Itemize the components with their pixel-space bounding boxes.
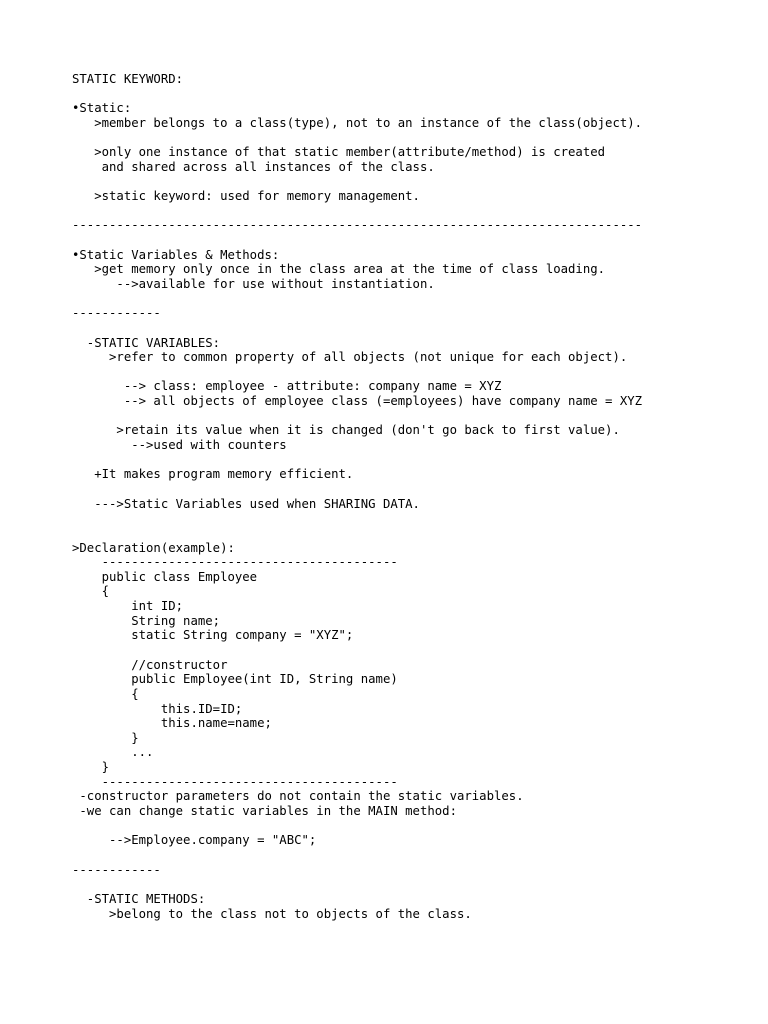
blank-line <box>72 877 752 892</box>
blank-line <box>72 292 752 307</box>
code-line: -->Employee.company = "ABC"; <box>72 833 317 848</box>
code-divider: ---------------------------------------- <box>72 774 398 789</box>
blank-line <box>72 482 752 497</box>
text-line: -->used with counters <box>72 438 287 453</box>
blank-line <box>72 819 752 834</box>
blank-line <box>72 321 752 336</box>
blank-line <box>72 643 752 658</box>
divider-line: ------------ <box>72 862 161 877</box>
text-line: --->Static Variables used when SHARING DATA. <box>72 496 420 511</box>
subsection-heading-static-variables: -STATIC VARIABLES: <box>72 335 221 350</box>
blank-line <box>72 453 752 468</box>
blank-line <box>72 409 752 424</box>
code-line: } <box>72 760 110 775</box>
text-line: --> all objects of employee class (=employees) have company name = XYZ <box>72 394 643 409</box>
divider-line: ------------ <box>72 306 161 321</box>
text-line: >refer to common property of all objects (not unique for each object). <box>72 350 628 365</box>
code-line: static String company = "XYZ"; <box>72 628 354 643</box>
blank-line <box>72 511 752 526</box>
divider-line: ----------------------------------------------------------------------------- <box>72 218 643 233</box>
code-line: String name; <box>72 613 221 628</box>
code-line: //constructor <box>72 657 228 672</box>
code-line: { <box>72 686 139 701</box>
code-line: ... <box>72 745 154 760</box>
blank-line <box>72 174 752 189</box>
blank-line <box>72 233 752 248</box>
blank-line <box>72 204 752 219</box>
code-line: { <box>72 584 110 599</box>
text-line: +It makes program memory efficient. <box>72 467 354 482</box>
code-line: this.ID=ID; <box>72 701 243 716</box>
code-divider: ---------------------------------------- <box>72 555 398 570</box>
document-title: STATIC KEYWORD: <box>72 72 184 86</box>
text-line: >member belongs to a class(type), not to an instance of the class(object). <box>72 115 643 130</box>
text-line: >only one instance of that static member(attribute/method) is created <box>72 145 606 160</box>
text-line: -constructor parameters do not contain the static variables. <box>72 789 524 804</box>
text-line: -we can change static variables in the MAIN method: <box>72 804 457 819</box>
section-heading-static: •Static: <box>72 101 132 116</box>
text-line: >retain its value when it is changed (don't go back to first value). <box>72 423 620 438</box>
text-line: >static keyword: used for memory management. <box>72 189 420 204</box>
text-line: >belong to the class not to objects of the class. <box>72 906 472 921</box>
text-line: >get memory only once in the class area at the time of class loading. <box>72 262 606 277</box>
code-line: } <box>72 730 139 745</box>
blank-line <box>72 365 752 380</box>
code-line: this.name=name; <box>72 716 272 731</box>
blank-line <box>72 131 752 146</box>
code-line: int ID; <box>72 599 184 614</box>
declaration-heading: >Declaration(example): <box>72 540 235 555</box>
code-line: public class Employee <box>72 569 258 584</box>
blank-line <box>72 526 752 541</box>
subsection-heading-static-methods: -STATIC METHODS: <box>72 891 206 906</box>
blank-line <box>72 848 752 863</box>
section-heading-static-variables-methods: •Static Variables & Methods: <box>72 247 280 262</box>
text-line: --> class: employee - attribute: company name = XYZ <box>72 379 502 394</box>
blank-line <box>72 87 752 102</box>
code-line: public Employee(int ID, String name) <box>72 672 398 687</box>
text-line: -->available for use without instantiation. <box>72 276 435 291</box>
text-line: and shared across all instances of the class. <box>72 159 435 174</box>
document-page <box>72 72 752 921</box>
